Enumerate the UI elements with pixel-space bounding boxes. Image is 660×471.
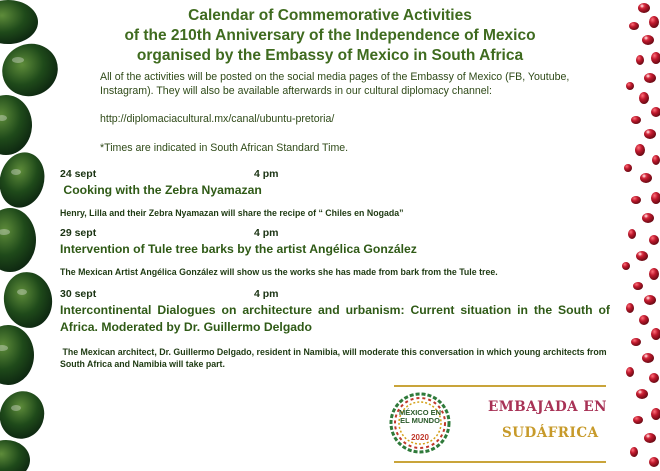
embassy-name-line-1: EMBAJADA EN	[488, 399, 607, 415]
cultural-channel-link[interactable]: http://diplomaciacultural.mx/canal/ubuntu-pretoria/	[100, 113, 335, 125]
event-time: 4 pm	[254, 288, 279, 300]
chile-peppers-decoration	[0, 0, 60, 471]
badge-divider-top	[394, 385, 606, 387]
seal-year: 2020	[411, 433, 429, 442]
intro-section	[100, 70, 590, 155]
event-title: Intervention of Tule tree barks by the artist Angélica González	[60, 242, 417, 256]
timezone-note: *Times are indicated in South African Standard Time.	[100, 142, 349, 154]
event-item	[60, 168, 610, 219]
event-description: The Mexican Artist Angélica González will show us the works she has made from bark from the Tule tree.	[60, 267, 498, 277]
seal-line-2: EL MUNDO	[400, 416, 440, 425]
title-line-3: organised by the Embassy of Mexico in South Africa	[136, 47, 524, 64]
event-date: 29 sept	[60, 227, 97, 239]
badge-divider-bottom	[394, 461, 606, 463]
event-title: Intercontinental Dialogues on architecture and urbanism: Current situation in the South of Africa. Moderated by Dr. Guillermo Delgado	[60, 303, 610, 334]
mexico-en-el-mundo-logo	[388, 391, 452, 455]
embassy-name-line-2: SUDÁFRICA	[502, 425, 599, 441]
page-title	[60, 6, 600, 66]
event-item	[60, 288, 610, 370]
event-meta	[60, 227, 610, 240]
intro-paragraph: All of the activities will be posted on the social media pages of the Embassy of Mexico (FB, Youtube, Instagram). They will also be available afterwards in our cultural diplomacy channel:	[100, 71, 570, 97]
event-date: 24 sept	[60, 168, 97, 180]
event-item	[60, 227, 610, 278]
event-meta	[60, 288, 610, 301]
event-description: Henry, Lilla and their Zebra Nyamazan will share the recipe of “ Chiles en Nogada”	[60, 208, 404, 218]
event-title: Cooking with the Zebra Nyamazan	[60, 183, 262, 197]
event-description: The Mexican architect, Dr. Guillermo Delgado, resident in Namibia, will moderate this conversation in which young architects from South Africa and Namibia will take part.	[60, 347, 609, 369]
event-time: 4 pm	[254, 168, 279, 180]
title-line-1: Calendar of Commemorative Activities	[188, 7, 472, 24]
embassy-badge	[388, 385, 612, 471]
event-date: 30 sept	[60, 288, 97, 300]
seal-line-1: MÉXICO EN	[398, 408, 442, 417]
event-meta	[60, 168, 610, 181]
event-time: 4 pm	[254, 227, 279, 239]
title-line-2: of the 210th Anniversary of the Independence of Mexico	[124, 27, 536, 44]
